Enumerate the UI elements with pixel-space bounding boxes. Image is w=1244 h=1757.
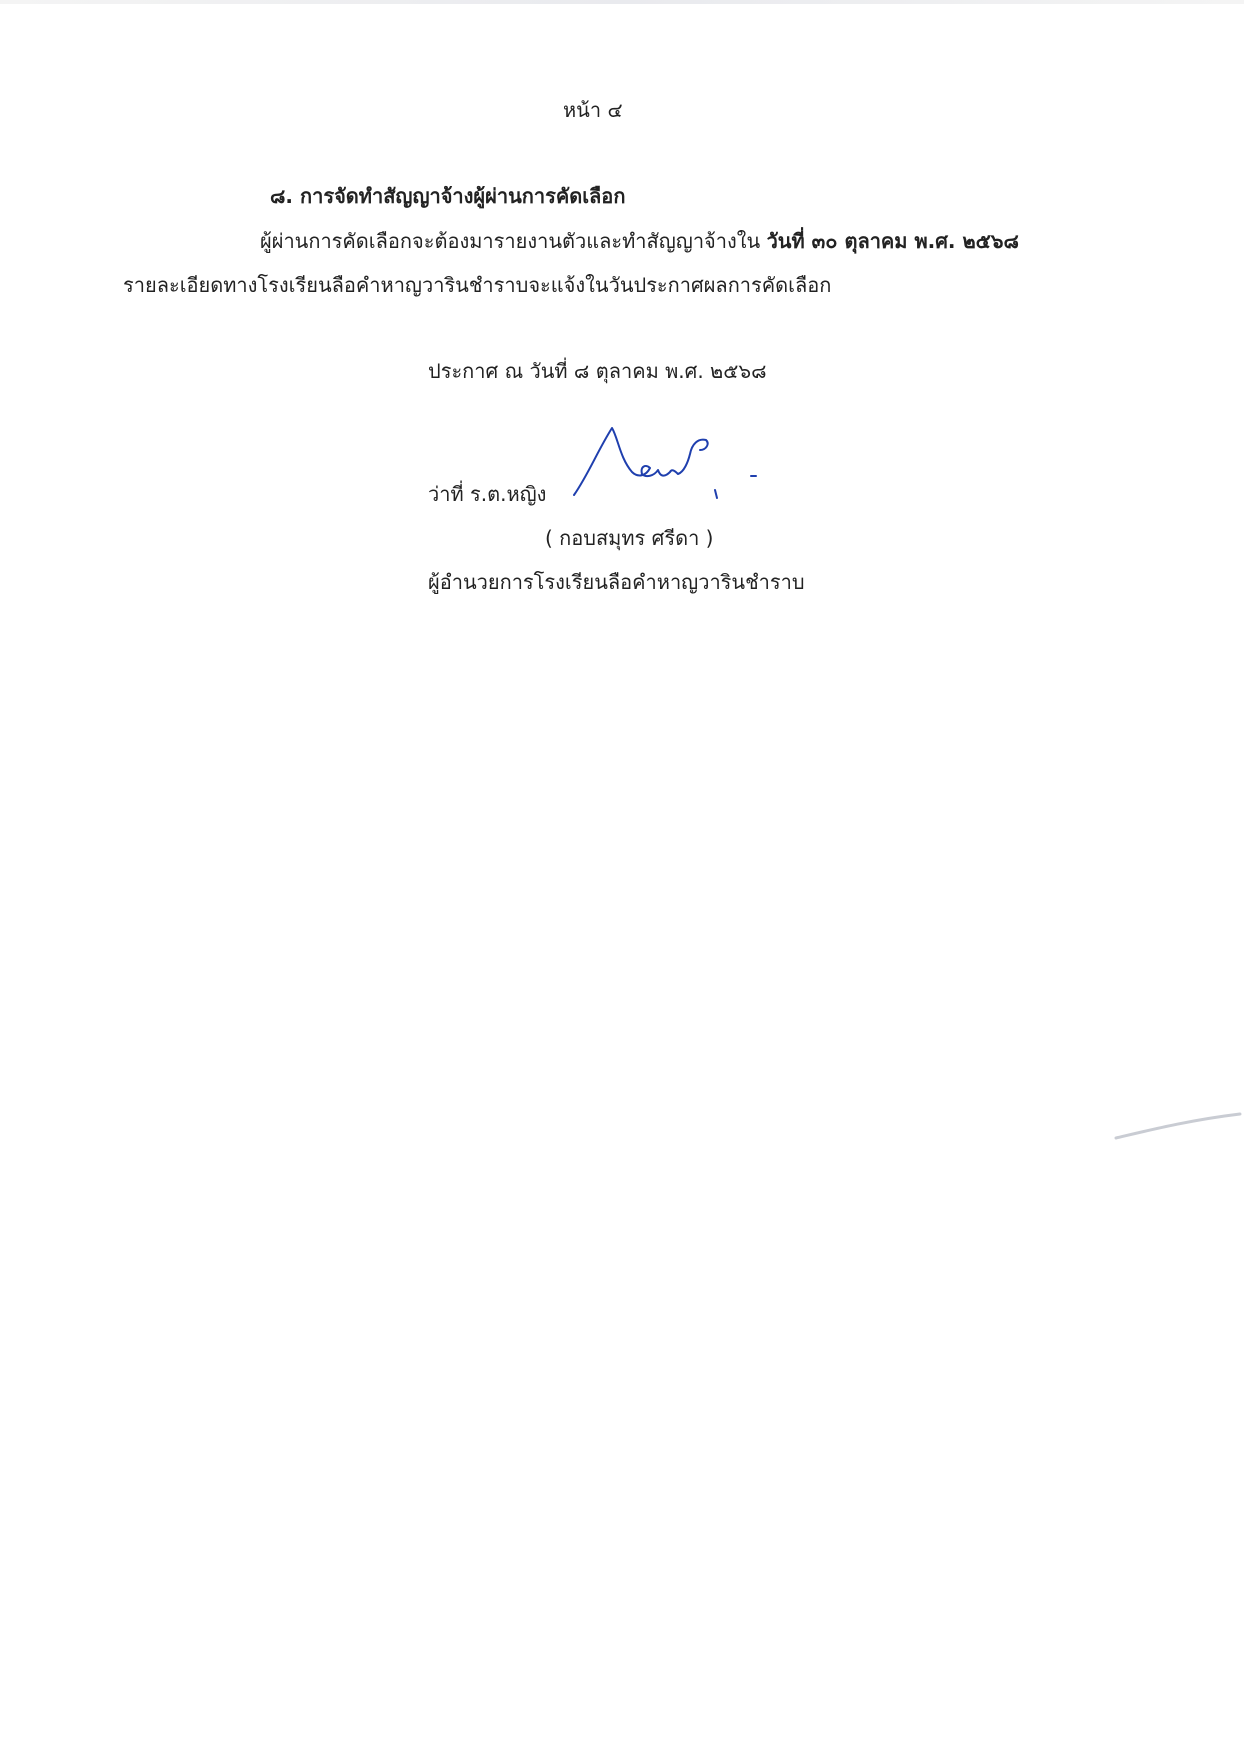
announcement-date: ประกาศ ณ วันที่ ๘ ตุลาคม พ.ศ. ๒๕๖๘: [428, 359, 767, 383]
paragraph-text: ผู้ผ่านการคัดเลือกจะต้องมารายงานตัวและทำสัญญาจ้างใน: [260, 229, 767, 253]
signer-position: ผู้อำนวยการโรงเรียนลือคำหาญวารินชำราบ: [428, 570, 805, 594]
pen-mark: [1110, 1106, 1244, 1146]
section-heading: ๘. การจัดทำสัญญาจ้างผู้ผ่านการคัดเลือก: [270, 184, 626, 208]
signature-icon: [560, 420, 770, 525]
paragraph-line-1: [260, 227, 1019, 255]
paragraph-line-2: รายละเอียดทางโรงเรียนลือคำหาญวารินชำราบจะแจ้งในวันประกาศผลการคัดเลือก: [123, 273, 832, 297]
report-date: วันที่ ๓๐ ตุลาคม พ.ศ. ๒๕๖๘: [766, 229, 1019, 253]
signer-name: ( กอบสมุทร ศรีดา ): [545, 526, 714, 550]
page-edge: [0, 0, 1244, 4]
signer-prefix: ว่าที่ ร.ต.หญิง: [428, 482, 547, 506]
page-number: หน้า ๔: [563, 98, 623, 122]
